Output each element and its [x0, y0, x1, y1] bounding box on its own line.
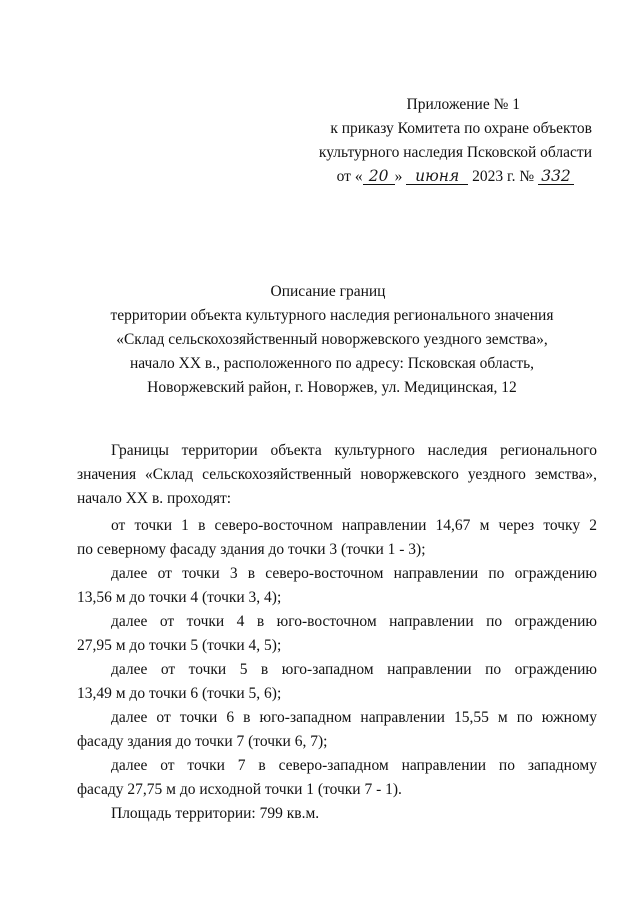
- date-day-handwritten: 20: [363, 168, 395, 185]
- intro-line-2: значения «Склад сельскохозяйственный новоржевского уездного земства»,: [77, 466, 597, 483]
- segment-1-line-1: от точки 1 в северо-восточном направлении 14,67 м через точку 2: [111, 517, 597, 534]
- title-line-5: Новоржевский район, г. Новоржев, ул. Медицинская, 12: [147, 379, 517, 396]
- segment-2-line-1: далее от точки 3 в северо-восточном направлении по ограждению: [111, 565, 597, 582]
- order-date-line: [337, 167, 574, 187]
- segment-3-line-1: далее от точки 4 в юго-восточном направлении по ограждению: [111, 613, 597, 630]
- segment-2-line-2: 13,56 м до точки 4 (точки 3, 4);: [77, 589, 282, 606]
- intro-line-3: начало XX в. проходят:: [77, 490, 232, 507]
- date-mid: »: [394, 168, 403, 185]
- header-line-2: к приказу Комитета по охране объектов: [330, 120, 592, 137]
- title-line-3: «Склад сельскохозяйственный новоржевского уездного земства»,: [116, 331, 548, 348]
- date-year: 2023 г. №: [472, 168, 535, 185]
- segment-5-line-2: фасаду здания до точки 7 (точки 6, 7);: [77, 733, 328, 750]
- area-line: Площадь территории: 799 кв.м.: [111, 805, 320, 822]
- date-prefix: от «: [336, 168, 363, 185]
- title-line-4: начало XX в., расположенного по адресу: Псковская область,: [129, 355, 535, 372]
- header-line-3: культурного наследия Псковской области: [318, 144, 592, 161]
- date-month-handwritten: июня: [406, 168, 468, 185]
- segment-4-line-2: 13,49 м до точки 6 (точки 5, 6);: [77, 685, 282, 702]
- segment-6-line-2: фасаду 27,75 м до исходной точки 1 (точки 7 - 1).: [77, 781, 402, 798]
- order-number-handwritten: 332: [538, 168, 574, 185]
- title-line-2: территории объекта культурного наследия регионального значения: [110, 307, 554, 324]
- intro-line-1: Границы территории объекта культурного наследия регионального: [111, 442, 597, 459]
- segment-4-line-1: далее от точки 5 в юго-западном направлении по ограждению: [111, 661, 597, 678]
- segment-1-line-2: по северному фасаду здания до точки 3 (точки 1 - 3);: [77, 541, 426, 558]
- title-line-1: Описание границ: [270, 283, 386, 300]
- appendix-label: Приложение № 1: [406, 96, 520, 113]
- segment-3-line-2: 27,95 м до точки 5 (точки 4, 5);: [77, 637, 282, 654]
- segment-6-line-1: далее от точки 7 в северо-западном направлении по западному: [111, 757, 597, 774]
- segment-5-line-1: далее от точки 6 в юго-западном направлении 15,55 м по южному: [111, 709, 597, 726]
